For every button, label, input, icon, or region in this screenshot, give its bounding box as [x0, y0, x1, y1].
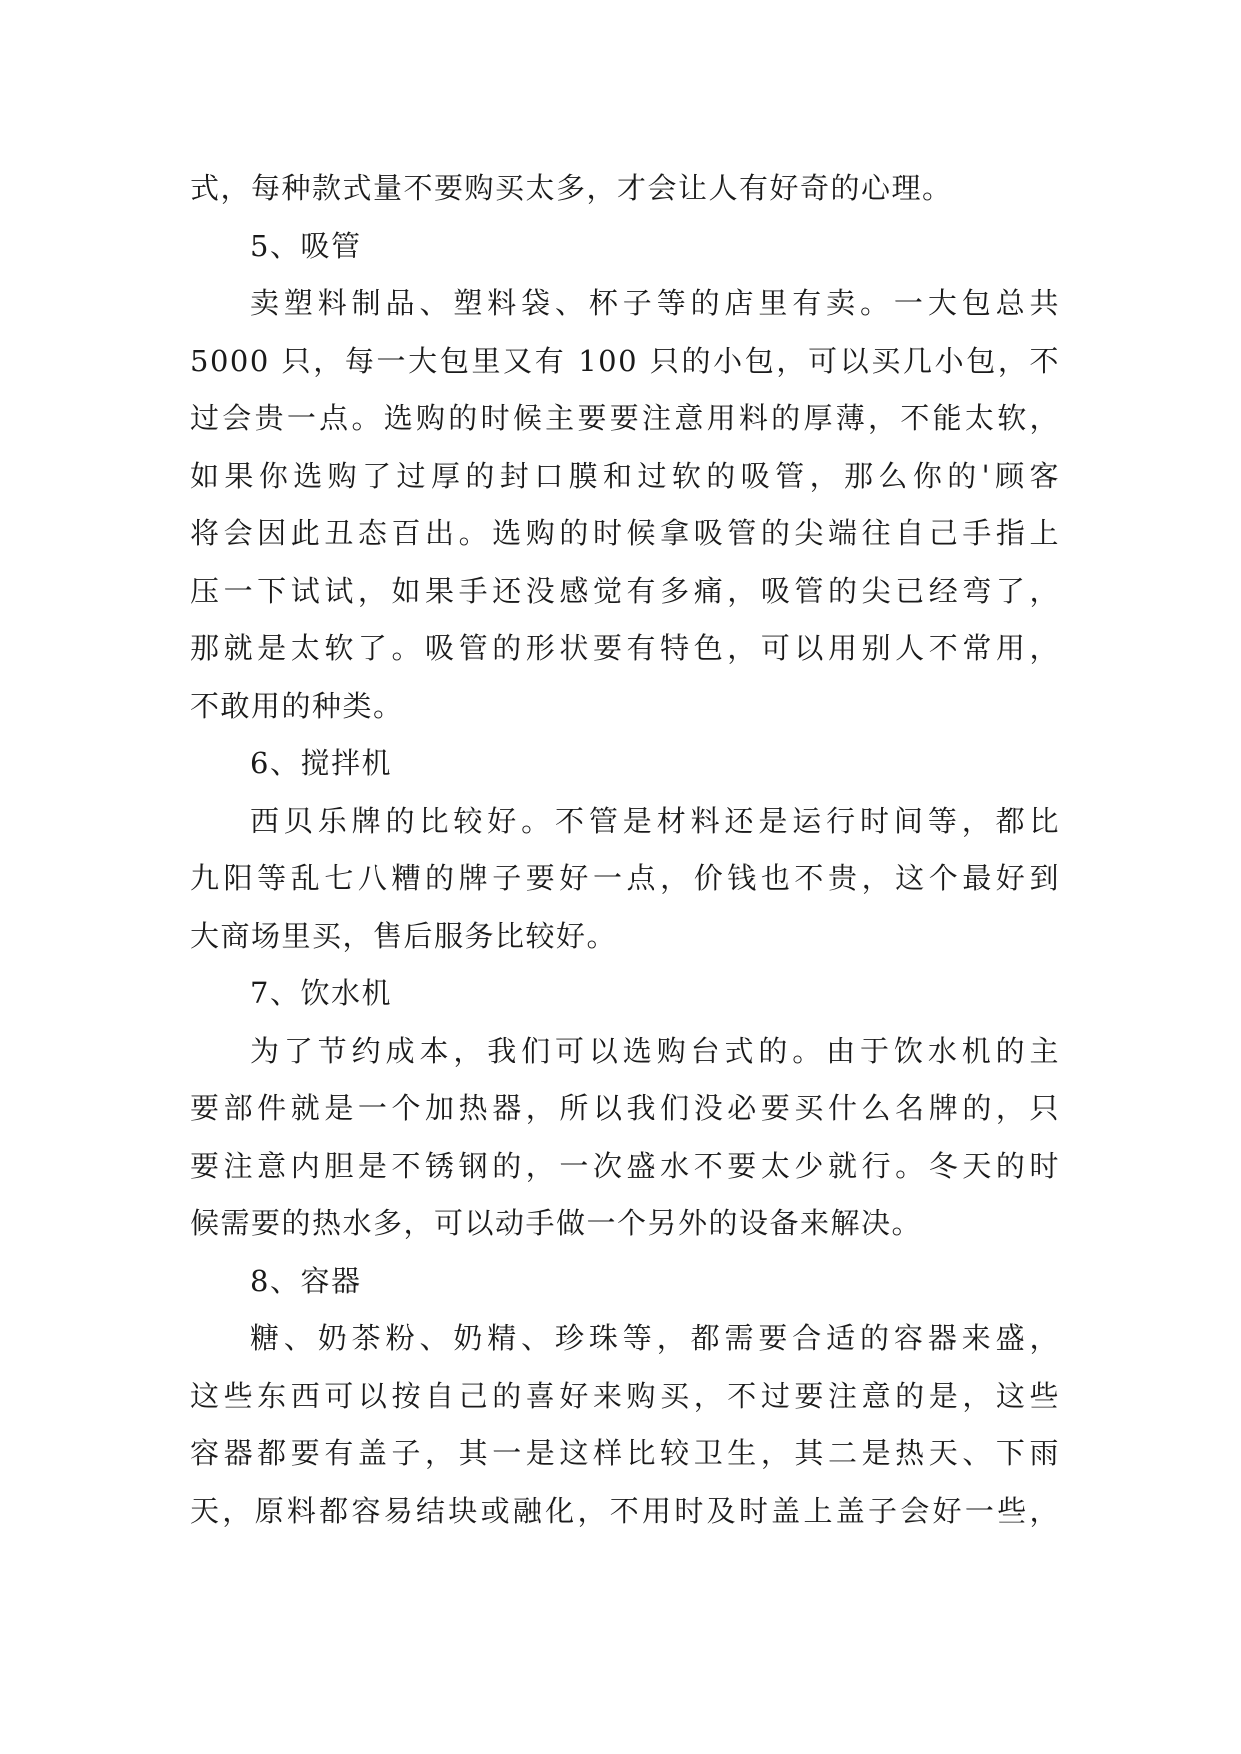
text-line: 压一下试试，如果手还没感觉有多痛，吸管的尖已经弯了，	[190, 573, 1060, 608]
text-line: 如果你选购了过厚的封口膜和过软的吸管，那么你的'顾客	[190, 458, 1060, 493]
text-line: 不敢用的种类。	[190, 688, 404, 723]
text-line: 糖、奶茶粉、奶精、珍珠等，都需要合适的容器来盛，	[250, 1321, 1060, 1355]
text-line: 九阳等乱七八糟的牌子要好一点，价钱也不贵，这个最好到	[190, 861, 1060, 895]
text-line: 容器都要有盖子，其一是这样比较卫生，其二是热天、下雨	[190, 1436, 1060, 1470]
text-line: 为了节约成本，我们可以选购台式的。由于饮水机的主	[250, 1033, 1060, 1068]
text-line: 6、搅拌机	[250, 746, 392, 780]
text-line: 5000 只，每一大包里又有 100 只的小包，可以买几小包，不	[190, 343, 1060, 378]
text-line: 这些东西可以按自己的喜好来购买，不过要注意的是，这些	[190, 1378, 1060, 1413]
text-line: 7、饮水机	[250, 976, 392, 1010]
text-line: 过会贵一点。选购的时候主要要注意用料的厚薄，不能太软，	[190, 401, 1060, 435]
text-line: 大商场里买，售后服务比较好。	[190, 918, 618, 953]
text-line: 式，每种款式量不要购买太多，才会让人有好奇的心理。	[190, 171, 953, 205]
text-line: 卖塑料制品、塑料袋、杯子等的店里有卖。一大包总共	[250, 286, 1060, 320]
text-line: 候需要的热水多，可以动手做一个另外的设备来解决。	[190, 1206, 923, 1240]
text-line: 天，原料都容易结块或融化，不用时及时盖上盖子会好一些，	[190, 1493, 1060, 1528]
text-line: 将会因此丑态百出。选购的时候拿吸管的尖端往自己手指上	[190, 516, 1060, 550]
text-line: 要部件就是一个加热器，所以我们没必要买什么名牌的，只	[190, 1091, 1060, 1125]
text-line: 西贝乐牌的比较好。不管是材料还是运行时间等，都比	[250, 803, 1060, 838]
text-line: 5、吸管	[250, 228, 362, 263]
text-line: 那就是太软了。吸管的形状要有特色，可以用别人不常用，	[190, 631, 1060, 665]
text-line: 8、容器	[250, 1263, 362, 1298]
document-body	[190, 160, 1060, 1540]
text-line: 要注意内胆是不锈钢的，一次盛水不要太少就行。冬天的时	[190, 1148, 1060, 1183]
